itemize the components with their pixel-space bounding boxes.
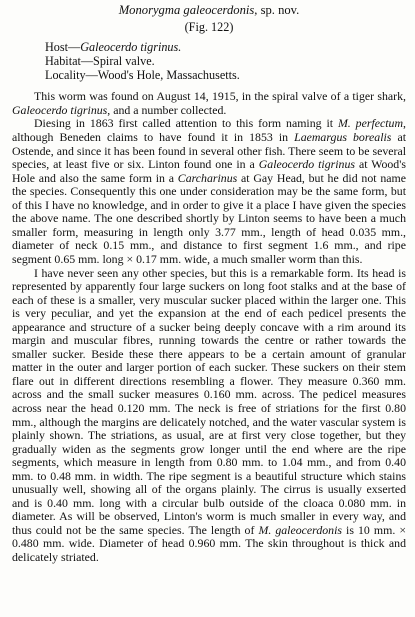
species-italic: M. perfectum: [337, 116, 404, 131]
text-run: , although Beneden claims to have found it in 1853 in: [12, 116, 406, 145]
text-run: I have never seen any other species, but this is a remarkable form. Its head is represented by apparently four large suckers on long foot stalks and at the base of each of these is a smaller, very muscular sucker placed within the larger one. This is very peculiar, and yet the expansion at the end of each pedicel presents the appearance and structure of a sucker being deeply concave with a rim around its margin and muscular fibres, running towards the centre or rather towards the smaller sucker. Beside these there appears to be a certain amount of granular matter in the outer and larger portion of each sucker. These suckers on their stem flare out in different directions resembling a flower. They measure 0.360 mm. across and the small sucker measures 0.160 mm. across. The pedicel measures across near the head 0.120 mm. The neck is free of striations for the first 0.80 mm., although the margins are delicately notched, and the water vascular system is plainly shown. The striations, as usual, are at first very close together, but they gradually widen as the segments grow longer until the end where are the ripe segments, which measure in length from 0.80 mm. to 1.04 mm., and from 0.40 mm. to 0.48 mm. in width. The ripe segment is a beautiful structure which stains unusually well, showing all of the organs plainly. The cirrus is usually exserted and is 0.40 mm. long with a circular bulb outside of the cloaca 0.080 mm. in diameter. As will be observed, Linton's worm is much smaller in every way, and thus could not be the same species. The length of: [12, 265, 406, 537]
species-italic: Galeocerdo tigrinus: [258, 157, 355, 172]
text-run: This worm was found on August 14, 1915, in the spiral valve of a tiger shark,: [34, 89, 406, 104]
species-suffix: , sp. nov.: [254, 3, 300, 17]
paragraph-3: [12, 267, 406, 565]
species-italic: M. galeocerdonis: [258, 522, 343, 537]
host-label: Host—: [45, 40, 81, 54]
species-name: Monorygma galeocerdonis: [118, 3, 255, 17]
text-run: , and a number collected.: [107, 102, 227, 117]
host-line: [45, 41, 406, 55]
species-italic: Carcharinus: [177, 170, 238, 185]
species-title: [12, 3, 406, 18]
text-run: at Wood's Hole and also the same form in a: [12, 157, 406, 185]
habitat-line: Habitat—Spiral valve.: [45, 53, 155, 68]
text-run: at Ostende, and since it has been found in several other fish. There seem to be several species, at least five or six. Linton found one in a: [12, 130, 406, 172]
species-italic: Galeocerdo tigrinus: [12, 102, 108, 117]
text-run: Diesing in 1863 first called attention to this form naming it: [34, 116, 338, 131]
host-value: Galeocerdo tigrinus.: [80, 40, 182, 54]
paragraph-2: [12, 117, 406, 266]
locality-line: Locality—Wood's Hole, Massachusetts.: [45, 67, 240, 82]
body-text: [12, 90, 406, 564]
text-run: at Gay Head, but he did not name the species. Consequently this one under consideration may be the same form, but of this I have no knowledge, and in order to give it a place I have given the species the above name. The one described shortly by Linton seems to have been a much smaller form, measuring in length only 3.77 mm., length of head 0.035 mm., diameter of neck 0.15 mm., and distance to first segment 1.6 mm., and ripe segment 0.65 mm. long × 0.17 mm. wide, a much smaller worm than this.: [12, 170, 406, 266]
specimen-metadata: [45, 41, 406, 82]
text-run: is 10 mm. × 0.480 mm. wide. Diameter of head 0.960 mm. The skin throughout is thick and delicately striated.: [12, 522, 407, 564]
species-italic: Laemargus borealis: [294, 130, 392, 145]
paragraph-1: [12, 90, 406, 117]
figure-reference: (Fig. 122): [184, 20, 234, 34]
